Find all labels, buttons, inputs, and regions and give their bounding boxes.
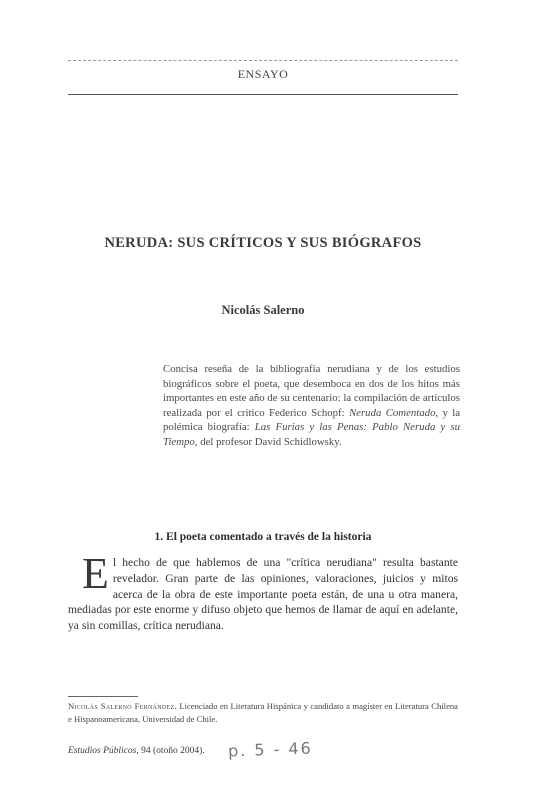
abstract-work-2: Las Furias y las Penas: Pablo Neruda y su Tiempo	[163, 421, 460, 448]
article-author: Nicolás Salerno	[221, 303, 305, 317]
abstract-work-1: Neruda Comentado	[348, 406, 436, 419]
footnote-author-name: Nicolás Salerno Fernández.	[68, 701, 177, 711]
body-paragraph	[68, 549, 458, 634]
abstract-text-3: , del profesor David Schidlowsky.	[194, 435, 342, 448]
journal-name: Estudios Públicos	[68, 746, 137, 756]
section-heading: 1. El poeta comentado a través de la historia	[154, 531, 372, 543]
paragraph-text: l hecho de que hablemos de una "crítica nerudiana" resulta bastante revelador. Gran parte de las opiniones, valoraciones, juicios y mitos acerca de la obra de este importante poeta están, de una u otra manera, mediadas por este enorme y difuso objeto que hemos de llamar de aquí en adelante, ya sin comillas, crítica nerudiana.	[68, 556, 458, 633]
journal-issue: , 94 (otoño 2004).	[136, 746, 205, 756]
handwritten-page-note: p. 5 - 46	[227, 738, 314, 761]
journal-citation	[68, 746, 205, 756]
abstract-text-2: , y la polémica biografía:	[163, 406, 461, 434]
header-bottom-rule	[68, 94, 458, 95]
article-title: NERUDA: SUS CRÍTICOS Y SUS BIÓGRAFOS	[104, 235, 422, 251]
abstract-text-1: Concisa reseña de la bibliografía nerudiana y de los estudios biográficos sobre el poeta, que desemboca en dos de los hitos más importantes en este año de su centenario: la compilación de artículos realizada por el crítico Federico Schopf:	[163, 363, 460, 419]
footnote-text: Licenciado en Literatura Hispánica y candidato a magíster en Literatura Chilena e Hispanoamericana, Universidad de Chile.	[68, 701, 458, 724]
header-top-rule	[68, 60, 458, 61]
section-label: ENSAYO	[237, 67, 289, 81]
article-abstract	[163, 362, 460, 450]
drop-cap: E	[82, 549, 109, 598]
footnote-rule	[68, 696, 138, 697]
author-footnote	[68, 700, 458, 725]
